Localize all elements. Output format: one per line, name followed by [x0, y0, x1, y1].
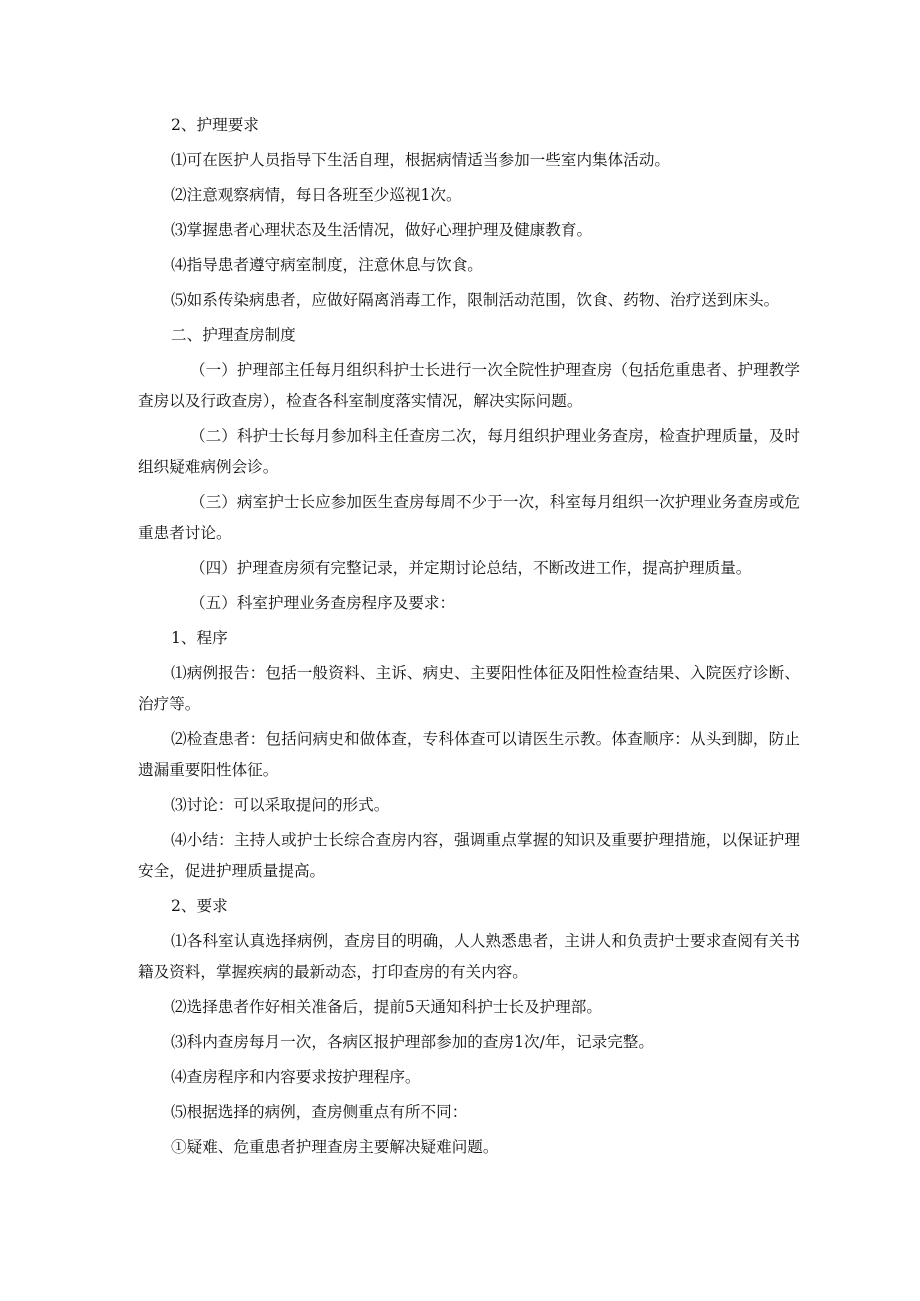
list-item: ⑶掌握患者心理状态及生活情况，做好心理护理及健康教育。 — [171, 221, 593, 239]
list-item: ⑵选择患者作好相关准备后，提前5天通知科护士长及护理部。 — [171, 998, 602, 1016]
list-item: ⑷查房程序和内容要求按护理程序。 — [171, 1068, 421, 1086]
subsection-heading-procedure: 1、程序 — [171, 629, 228, 647]
list-item: ⑷指导患者遵守病室制度，注意休息与饮食。 — [171, 256, 483, 274]
paragraph: （五）科室护理业务查房程序及要求： — [190, 594, 456, 612]
list-item: ⑶科内查房每月一次，各病区报护理部参加的查房1次/年，记录完整。 — [171, 1033, 654, 1051]
list-item: ⑴病例报告：包括一般资料、主诉、病史、主要阳性体征及阳性检查结果、入院医疗诊断、治疗等。 — [138, 664, 800, 713]
paragraph: （四）护理查房须有完整记录，并定期讨论总结，不断改进工作，提高护理质量。 — [190, 559, 752, 577]
list-item: ⑴各科室认真选择病例，查房目的明确，人人熟悉患者，主讲人和负责护士要求查阅有关书籍及资料，掌握疾病的最新动态，打印查房的有关内容。 — [138, 932, 800, 981]
paragraph: （一）护理部主任每月组织科护士长进行一次全院性护理查房（包括危重患者、护理教学查房以及行政查房），检查各科室制度落实情况，解决实际问题。 — [138, 361, 800, 410]
list-item: ⑵检查患者：包括问病史和做体查，专科体查可以请医生示教。体查顺序：从头到脚，防止遗漏重要阳性体征。 — [138, 730, 800, 779]
section-heading-ward-round-system: 二、护理查房制度 — [171, 326, 296, 344]
list-item: ⑷小结：主持人或护士长综合查房内容，强调重点掌握的知识及重要护理措施，以保证护理安全，促进护理质量提高。 — [138, 831, 800, 880]
list-item: ⑶讨论：可以采取提问的形式。 — [171, 796, 390, 814]
list-item: ⑸如系传染病患者，应做好隔离消毒工作，限制活动范围，饮食、药物、治疗送到床头。 — [171, 291, 780, 309]
paragraph: （三）病室护士长应参加医生查房每周不少于一次，科室每月组织一次护理业务查房或危重患者讨论。 — [138, 493, 800, 542]
list-item: ⑵注意观察病情，每日各班至少巡视1次。 — [171, 186, 462, 204]
list-item: ⑴可在医护人员指导下生活自理，根据病情适当参加一些室内集体活动。 — [171, 151, 671, 169]
section-heading-nursing-requirements: 2、护理要求 — [171, 116, 259, 134]
list-item: ①疑难、危重患者护理查房主要解决疑难问题。 — [171, 1138, 499, 1156]
list-item: ⑸根据选择的病例，查房侧重点有所不同： — [171, 1103, 468, 1121]
subsection-heading-requirements: 2、要求 — [171, 897, 228, 915]
paragraph: （二）科护士长每月参加科主任查房二次，每月组织护理业务查房，检查护理质量，及时组织疑难病例会诊。 — [138, 427, 800, 476]
